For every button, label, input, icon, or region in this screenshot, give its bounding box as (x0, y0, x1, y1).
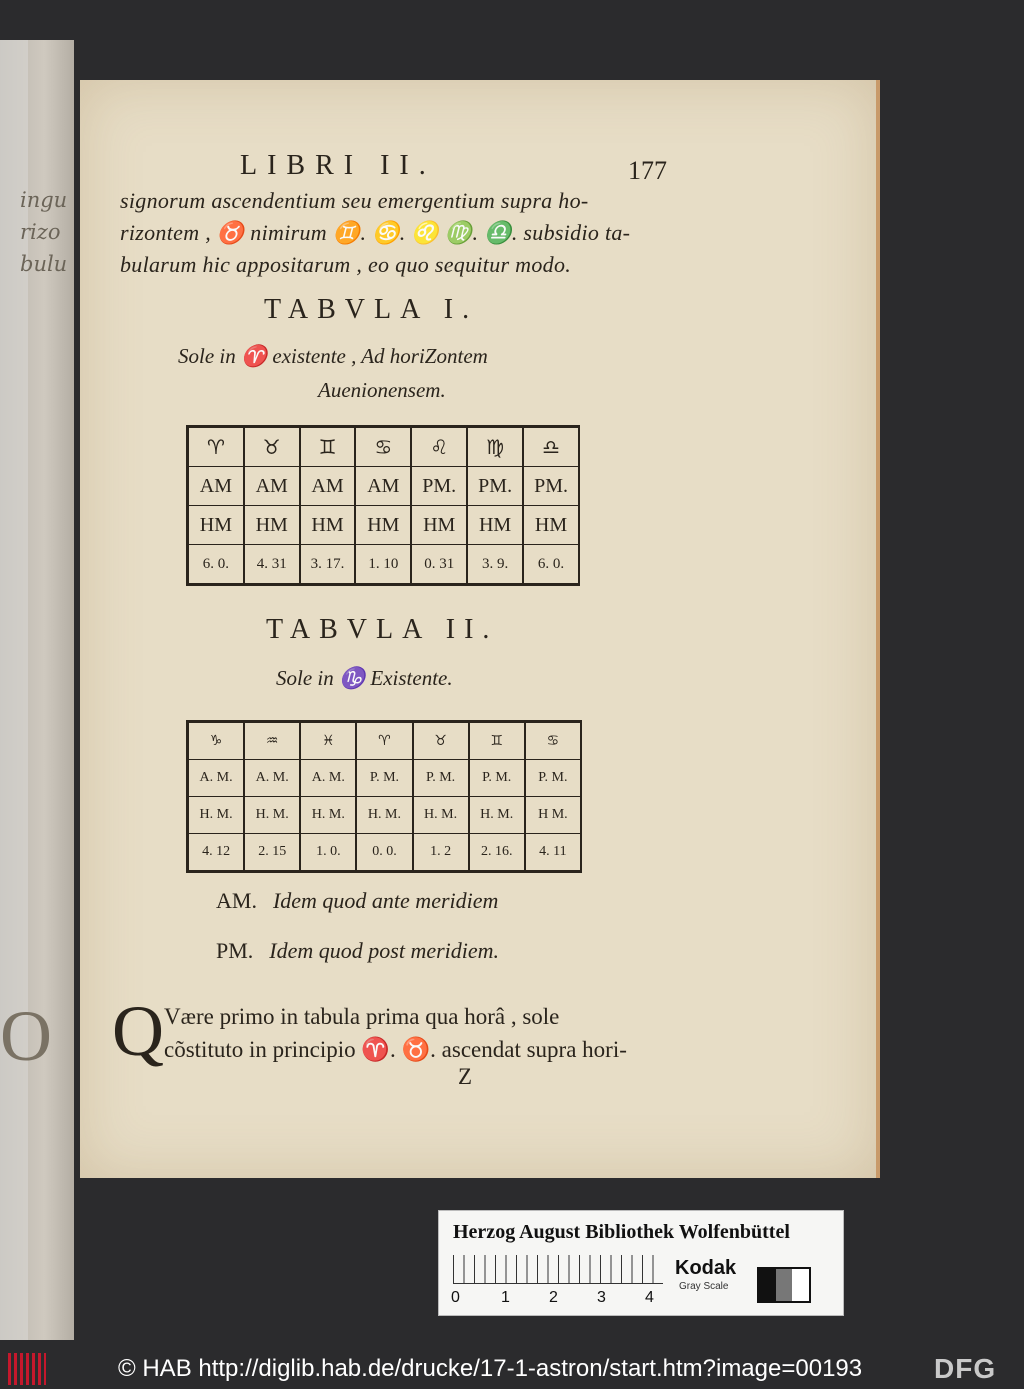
table-cell: H. M. (469, 797, 525, 834)
left-fragment: rizo (20, 220, 61, 244)
table-cell: H. M. (188, 797, 245, 834)
legend-text: Idem quod ante meridiem (272, 888, 499, 913)
swatch-white (792, 1269, 809, 1301)
aries-sign-icon: ♈ (188, 427, 244, 467)
running-header: LIBRI II. (240, 150, 436, 181)
body-line: signorum ascendentium seu emergentium supra ho- (120, 188, 589, 213)
table-cell: H. M. (413, 797, 469, 834)
aquarius-sign-icon: ♒ (244, 722, 300, 760)
table-cell: 1. 10 (355, 545, 411, 585)
table-cell: H M. (525, 797, 581, 834)
table2-title: TABVLA II. (266, 614, 499, 645)
table1-subtitle: Auenionensem. (318, 378, 446, 402)
hab-logo-icon (8, 1353, 46, 1385)
legend-pm (216, 938, 499, 964)
table-cell: HM (244, 506, 300, 545)
table-cell: A. M. (300, 760, 356, 797)
left-drop-letter: O (0, 996, 52, 1076)
table-cell: 3. 9. (467, 545, 523, 585)
table-cell: PM. (523, 467, 579, 506)
table-cell: H. M. (300, 797, 356, 834)
legend-abbr: PM. (216, 938, 254, 963)
virgo-sign-icon: ♍ (467, 427, 523, 467)
legend-abbr: AM. (216, 888, 257, 913)
legend-text: Idem quod post meridiem. (269, 938, 500, 963)
table-cell: 4. 12 (188, 834, 245, 872)
left-fragment: ingu (20, 188, 68, 212)
footer-copyright[interactable]: © HAB http://diglib.hab.de/drucke/17-1-astron/start.htm?image=00193 (118, 1355, 863, 1382)
paragraph-line: Være primo in tabula prima qua horâ , sole (164, 1004, 560, 1029)
gemini-sign-icon: ♊ (469, 722, 525, 760)
table-cell: HM (411, 506, 467, 545)
catchword: Z (458, 1064, 473, 1089)
drop-cap: Q (112, 991, 164, 1071)
gray-swatches (757, 1267, 811, 1303)
table-cell: HM (188, 506, 244, 545)
ruler-number: 4 (645, 1289, 654, 1306)
table-cell: 6. 0. (523, 545, 579, 585)
taurus-sign-icon: ♉ (413, 722, 469, 760)
table1-sign-row (188, 427, 580, 467)
table-cell: HM (523, 506, 579, 545)
leo-sign-icon: ♌ (411, 427, 467, 467)
dfg-logo: DFG (934, 1353, 997, 1384)
cancer-sign-icon: ♋ (355, 427, 411, 467)
table-cell: P. M. (413, 760, 469, 797)
table1-subtitle: Sole in ♈ existente , Ad horiZontem (178, 344, 488, 368)
table-cell: P. M. (356, 760, 412, 797)
table-cell: 1. 2 (413, 834, 469, 872)
paragraph-line: cõstituto in principio ♈. ♉. ascendat supra hori- (164, 1037, 627, 1062)
table-cell: H. M. (356, 797, 412, 834)
body-line: bularum hic appositarum , eo quo sequitur modo. (120, 252, 572, 277)
table-cell: 4. 11 (525, 834, 581, 872)
libra-sign-icon: ♎ (523, 427, 579, 467)
table-cell: PM. (411, 467, 467, 506)
table-cell: AM (300, 467, 356, 506)
table1-hm-row (188, 506, 580, 545)
table2 (186, 720, 582, 873)
library-name: Herzog August Bibliothek Wolfenbüttel (453, 1221, 790, 1243)
table-cell: 6. 0. (188, 545, 244, 585)
body-line: rizontem , ♉ nimirum ♊. ♋. ♌ ♍. ♎. subsidio ta- (120, 220, 631, 245)
table-cell: HM (355, 506, 411, 545)
table1-ampm-row (188, 467, 580, 506)
table2-sign-row (188, 722, 582, 760)
table-cell: AM (355, 467, 411, 506)
swatch-gray (776, 1269, 793, 1301)
table-cell: 4. 31 (244, 545, 300, 585)
kodak-logo: Kodak (675, 1257, 737, 1279)
ruler-number: 3 (597, 1289, 606, 1306)
table1-value-row (188, 545, 580, 585)
cancer-sign-icon: ♋ (525, 722, 581, 760)
table-cell: P. M. (525, 760, 581, 797)
gray-scale-label: Gray Scale (679, 1281, 729, 1292)
capricorn-sign-icon: ♑ (188, 722, 245, 760)
taurus-sign-icon: ♉ (244, 427, 300, 467)
table2-subtitle: Sole in ♑ Existente. (276, 666, 453, 690)
table2-value-row (188, 834, 582, 872)
table2-hm-row (188, 797, 582, 834)
gemini-sign-icon: ♊ (300, 427, 356, 467)
page-number: 177 (628, 156, 667, 185)
table-cell: AM (188, 467, 244, 506)
table-cell: 0. 31 (411, 545, 467, 585)
footer-bar (0, 1350, 1024, 1389)
scale-ruler (453, 1255, 663, 1284)
reference-card (438, 1210, 844, 1316)
swatch-black (759, 1269, 776, 1301)
table-cell: HM (300, 506, 356, 545)
ruler-number: 1 (501, 1289, 510, 1306)
table2-ampm-row (188, 760, 582, 797)
table-cell: 1. 0. (300, 834, 356, 872)
left-fragment: bulu (20, 252, 68, 276)
aries-sign-icon: ♈ (356, 722, 412, 760)
pisces-sign-icon: ♓ (300, 722, 356, 760)
ruler-number: 2 (549, 1289, 558, 1306)
table-cell: 3. 17. (300, 545, 356, 585)
table-cell: P. M. (469, 760, 525, 797)
table-cell: H. M. (244, 797, 300, 834)
table-cell: A. M. (188, 760, 245, 797)
table1 (186, 425, 580, 586)
table-cell: HM (467, 506, 523, 545)
legend-am (216, 888, 498, 914)
ruler-number: 0 (451, 1289, 460, 1306)
table1-title: TABVLA I. (264, 294, 479, 325)
table-cell: A. M. (244, 760, 300, 797)
table-cell: 0. 0. (356, 834, 412, 872)
table-cell: PM. (467, 467, 523, 506)
table-cell: 2. 16. (469, 834, 525, 872)
table-cell: 2. 15 (244, 834, 300, 872)
table-cell: AM (244, 467, 300, 506)
